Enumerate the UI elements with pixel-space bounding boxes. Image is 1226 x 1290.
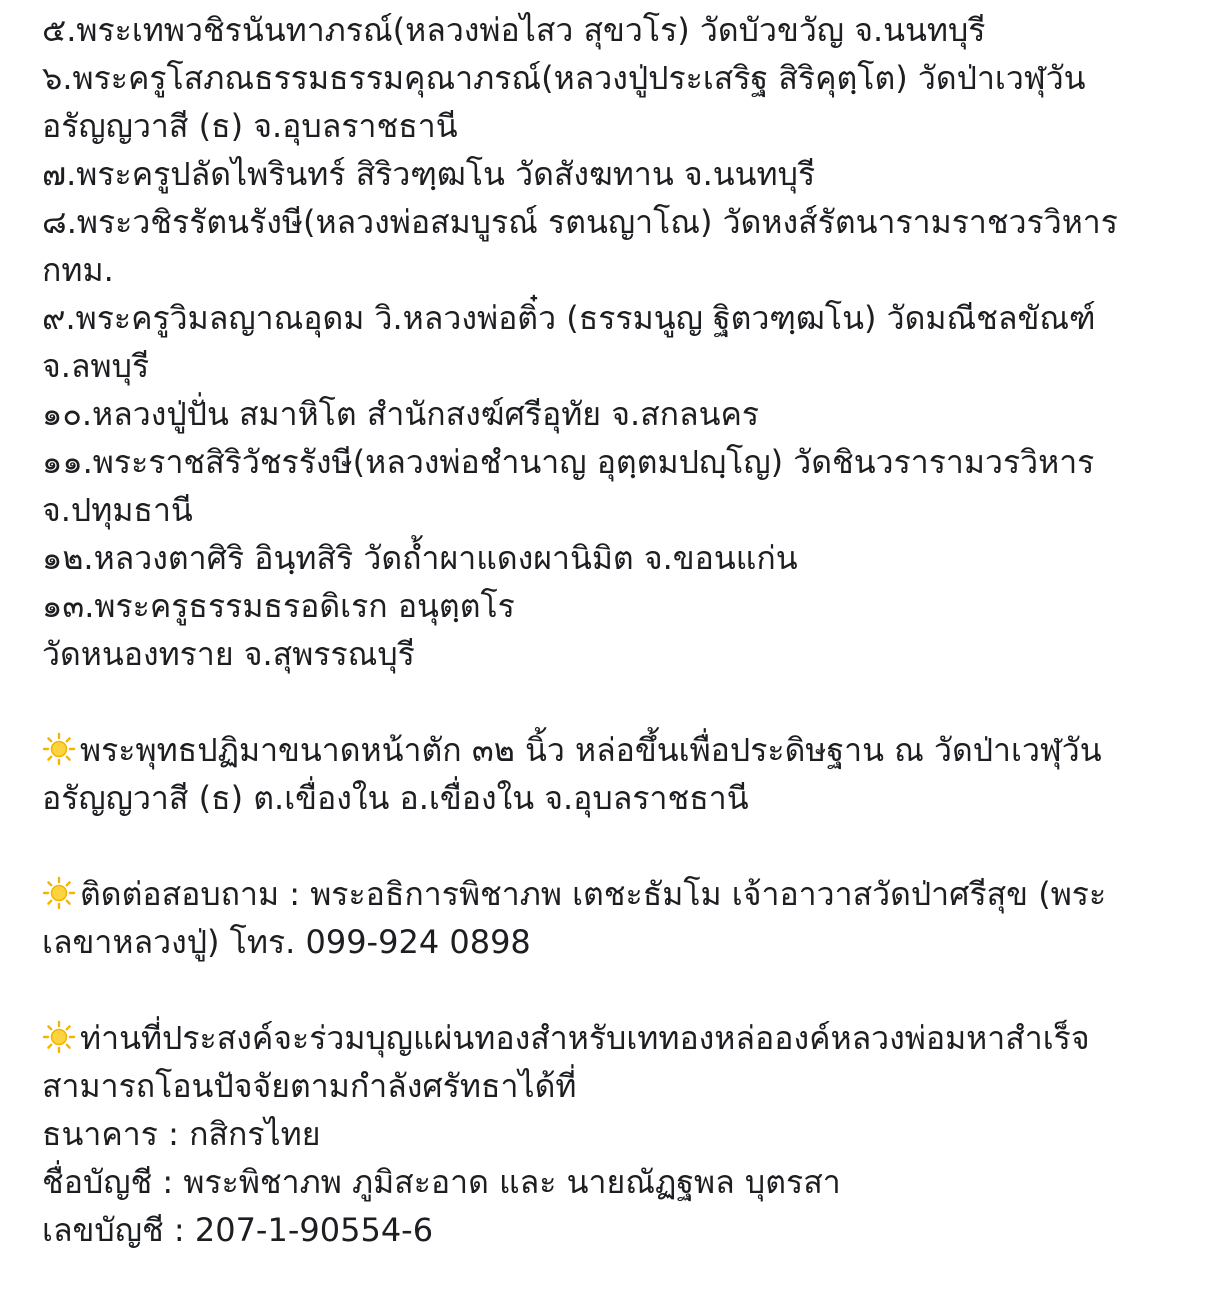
statue-line <box>42 726 1192 774</box>
list-line: ๑๐.หลวงปู่ปั่น สมาหิโต สำนักสงฆ์ศรีอุทัย จ.สกลนคร <box>42 395 760 433</box>
contact-line <box>42 870 1192 918</box>
ordination-list <box>42 6 1192 678</box>
sun-icon <box>42 1020 76 1054</box>
statue-text: พระพุทธปฏิมาขนาดหน้าตัก ๓๒ นิ้ว หล่อขึ้นเพื่อประดิษฐาน ณ วัดป่าเวฬุวัน <box>80 731 1102 769</box>
paragraph-spacer <box>42 966 1192 1014</box>
list-line: ๖.พระครูโสภณธรรมธรรมคุณาภรณ์(หลวงปู่ประเสริฐ สิริคุตฺโต) วัดป่าเวฬุวัน <box>42 59 1086 97</box>
bank-name-line: ธนาคาร : กสิกรไทย <box>42 1115 321 1153</box>
list-line: ๗.พระครูปลัดไพรินทร์ สิริวฑฺฒโน วัดสังฆทาน จ.นนทบุรี <box>42 155 816 193</box>
paragraph-spacer <box>42 822 1192 870</box>
statue-paragraph <box>42 726 1192 822</box>
account-name-line: ชื่อบัญชี : พระพิชาภพ ภูมิสะอาด และ นายณัฏฐพล บุตรสา <box>42 1163 841 1201</box>
list-line: ๘.พระวชิรรัตนรังษี(หลวงพ่อสมบูรณ์ รตนญาโณ) วัดหงส์รัตนารามราชวรวิหาร <box>42 203 1118 241</box>
contact-paragraph <box>42 870 1192 966</box>
donation-text: ท่านที่ประสงค์จะร่วมบุญแผ่นทองสำหรับเททองหล่อองค์หลวงพ่อมหาสำเร็จ <box>80 1019 1090 1057</box>
list-line: ๑๓.พระครูธรรมธรอดิเรก อนุตฺตโร <box>42 587 515 625</box>
statue-line: อรัญญวาสี (ธ) ต.เขื่องใน อ.เขื่องใน จ.อุบลราชธานี <box>42 779 749 817</box>
account-number-line: เลขบัญชี : 207-1-90554-6 <box>42 1211 434 1249</box>
contact-text: ติดต่อสอบถาม : พระอธิการพิชาภพ เตชะธัมโม เจ้าอาวาสวัดป่าศรีสุข (พระ <box>80 875 1107 913</box>
contact-phone-line[interactable]: เลขาหลวงปู่) โทร. 099-924 0898 <box>42 923 531 961</box>
sun-icon <box>42 732 76 766</box>
donation-line <box>42 1014 1192 1062</box>
list-line: ๙.พระครูวิมลญาณอุดม วิ.หลวงพ่อติ๋ว (ธรรมนูญ ฐิตวฑฺฒโน) วัดมณีชลขัณฑ์ <box>42 299 1096 337</box>
donation-paragraph <box>42 1014 1192 1254</box>
post-body <box>42 6 1192 1254</box>
list-line: ๑๑.พระราชสิริวัชรรังษี(หลวงพ่อชำนาญ อุตฺตมปญฺโญ) วัดชินวรารามวรวิหาร <box>42 443 1095 481</box>
donation-line: สามารถโอนปัจจัยตามกำลังศรัทธาได้ที่ <box>42 1067 577 1105</box>
list-line: จ.ลพบุรี <box>42 347 150 385</box>
list-line: วัดหนองทราย จ.สุพรรณบุรี <box>42 635 415 673</box>
list-line: จ.ปทุมธานี <box>42 491 193 529</box>
list-line: ๑๒.หลวงตาศิริ อินฺทสิริ วัดถ้ำผาแดงผานิมิต จ.ขอนแก่น <box>42 539 798 577</box>
list-line: ๕.พระเทพวชิรนันทาภรณ์(หลวงพ่อไสว สุขวโร) วัดบัวขวัญ จ.นนทบุรี <box>42 11 986 49</box>
list-line: กทม. <box>42 251 114 289</box>
paragraph-spacer <box>42 678 1192 726</box>
sun-icon <box>42 876 76 910</box>
list-line: อรัญญวาสี (ธ) จ.อุบลราชธานี <box>42 107 458 145</box>
